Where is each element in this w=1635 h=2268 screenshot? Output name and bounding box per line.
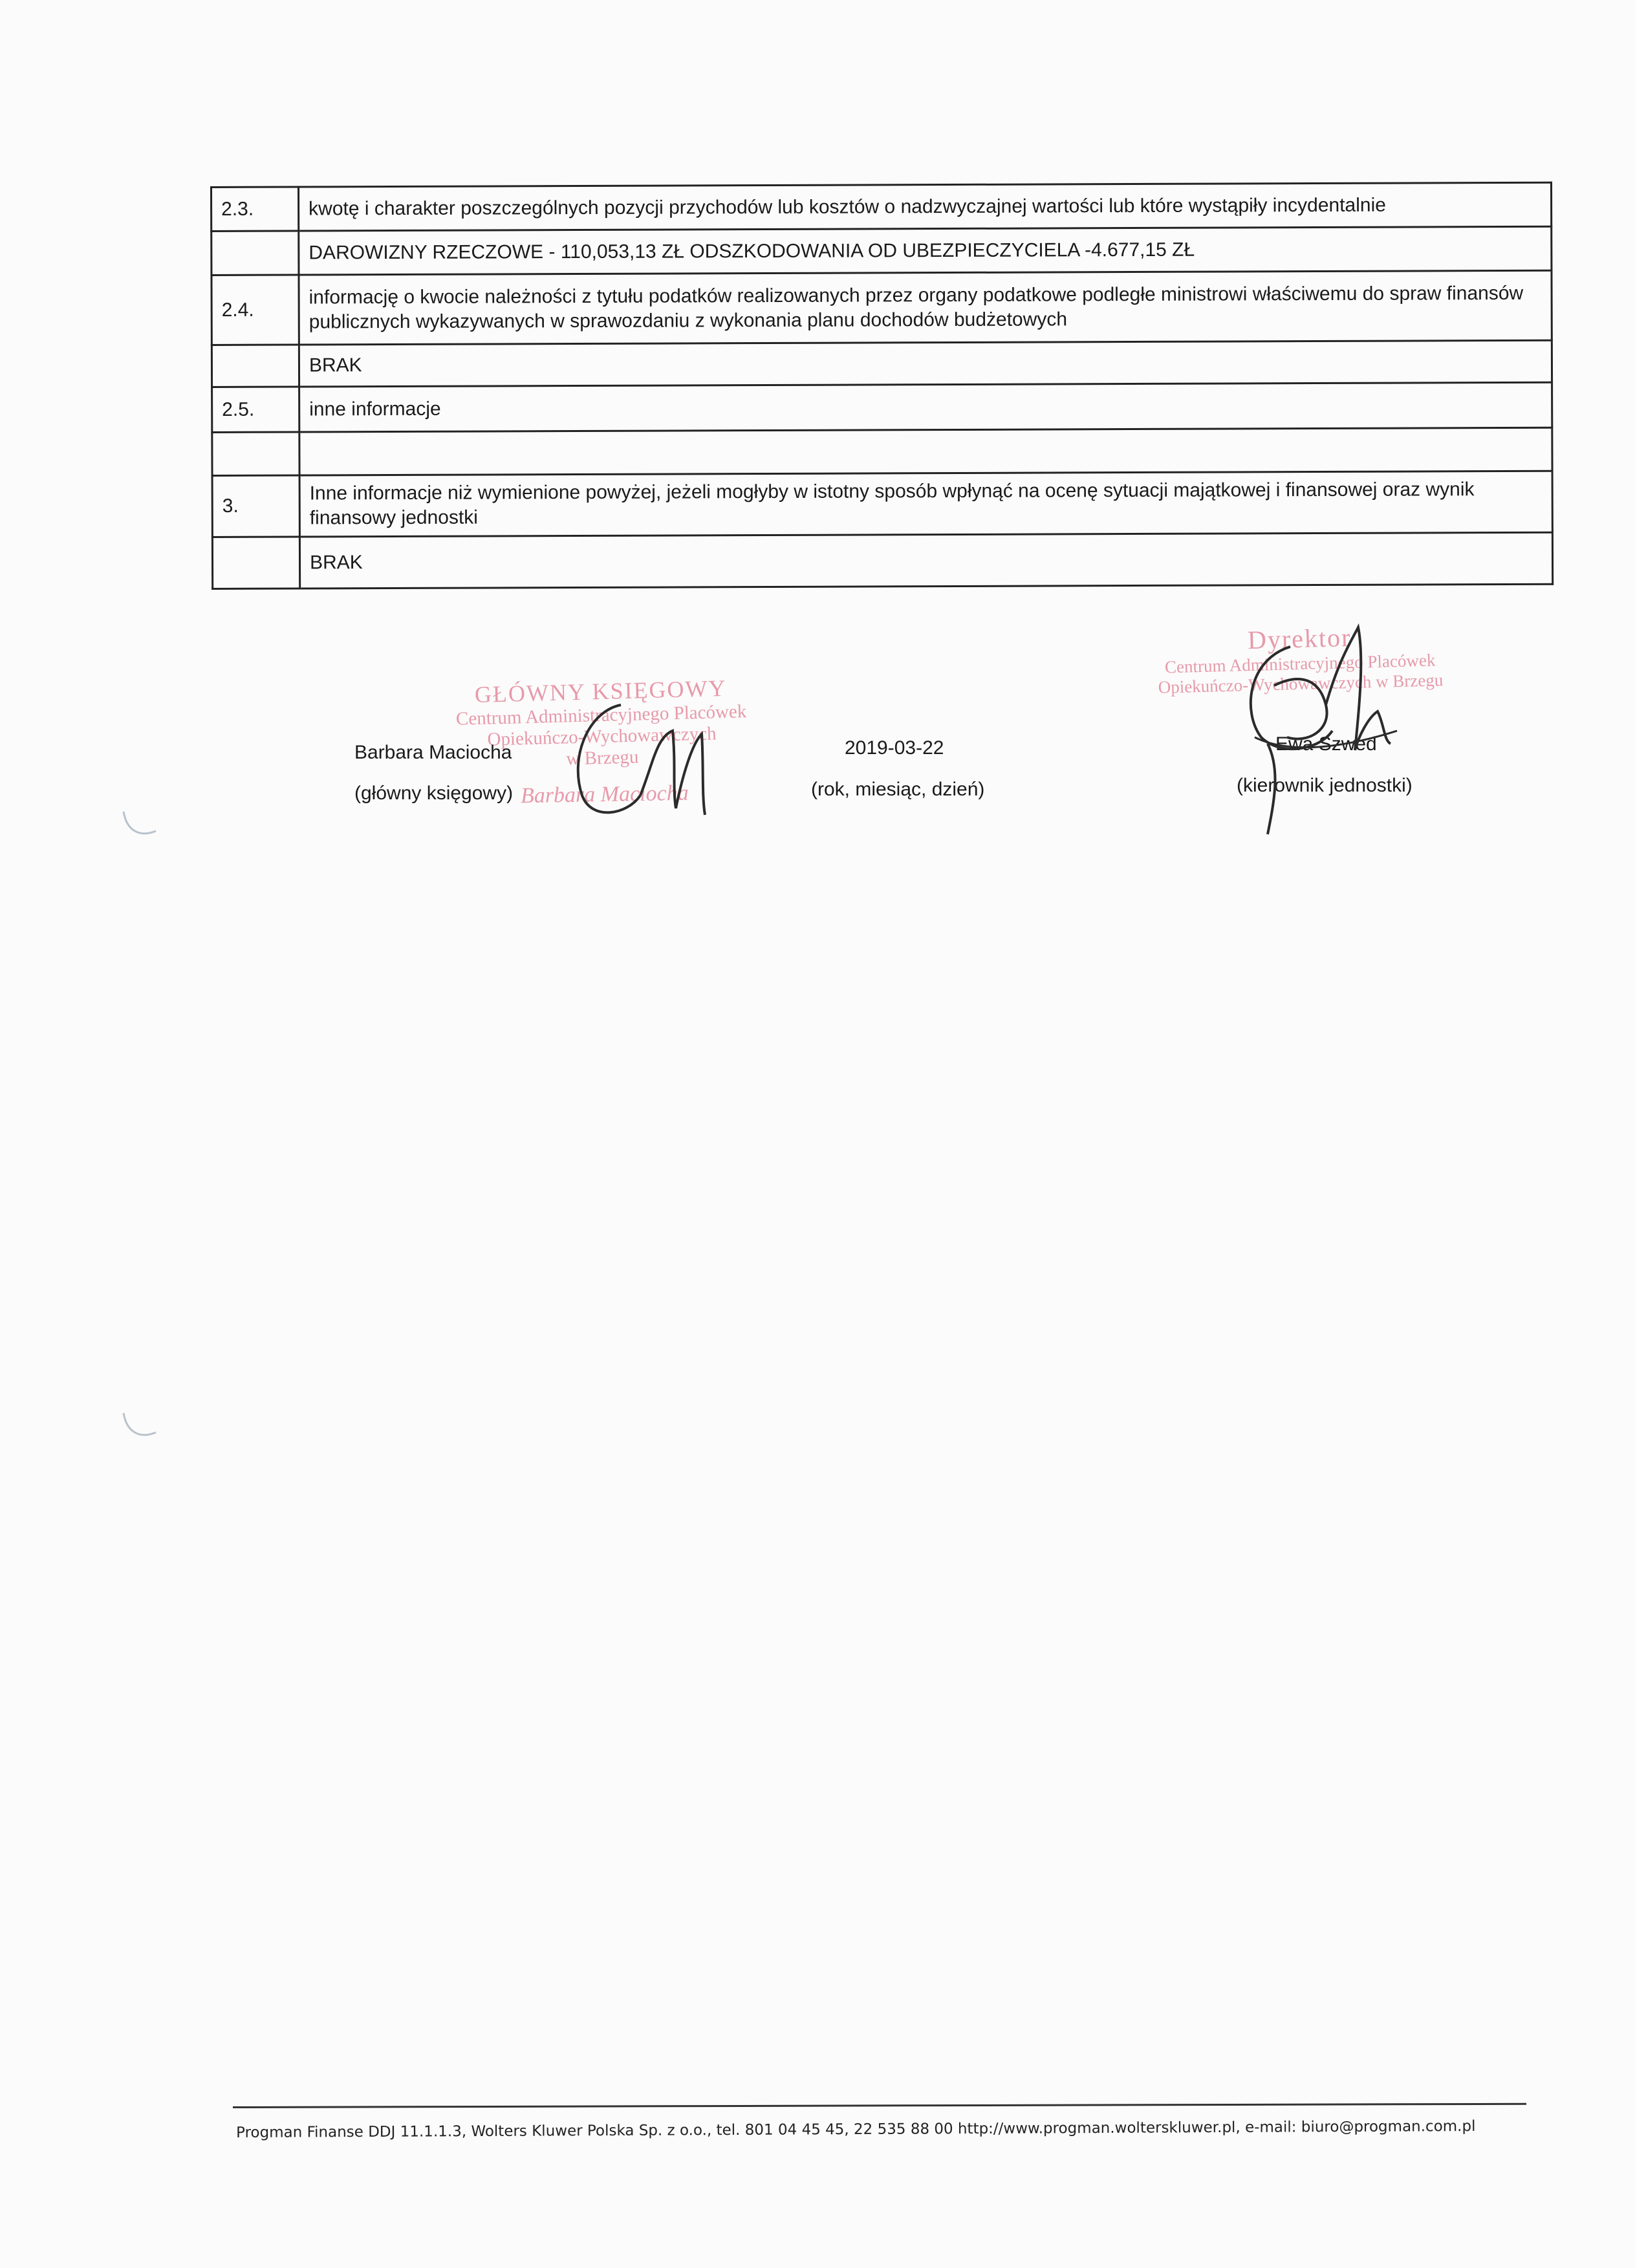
director-name: Ewa Szwed — [1275, 733, 1377, 755]
stamp-line: Opiekuńczo-Wychowawczych w Brzegu — [1158, 670, 1444, 697]
accountant-name-stamp: Barbara Maciocha — [520, 781, 689, 808]
table-row — [211, 340, 1552, 387]
director-signature — [1229, 621, 1423, 841]
row-number: 2.5. — [212, 387, 299, 432]
row-text: Inne informacje niż wymienione powyżej, jeżeli mogłyby w istotny sposób wpłynąć na ocenę sytuacji majątkowej i finansowej oraz wynik finansowy jednostki — [299, 471, 1552, 537]
stamp-line: w Brzegu — [566, 746, 639, 770]
table-row — [212, 427, 1552, 475]
notes-table — [210, 182, 1554, 590]
row-number: 2.4. — [211, 275, 299, 345]
stamp-title: Dyrektor — [1247, 622, 1352, 655]
table-row — [212, 532, 1552, 589]
table-row — [211, 226, 1552, 275]
row-value: DAROWIZNY RZECZOWE - 110,053,13 ZŁ ODSZKODOWANIA OD UBEZPIECZYCIELA -4.677,15 ZŁ — [299, 226, 1552, 275]
date-value: 2019-03-22 — [845, 737, 944, 759]
row-number — [212, 537, 299, 589]
row-number: 2.3. — [211, 187, 299, 231]
stamp-line: Opiekuńczo-Wychowawczych — [487, 723, 717, 750]
row-value — [299, 427, 1552, 475]
stamp-title: GŁÓWNY KSIĘGOWY — [474, 675, 727, 708]
table-row — [211, 182, 1552, 231]
punch-hole-mark — [120, 808, 159, 847]
director-role: (kierownik jednostki) — [1237, 775, 1413, 796]
accountant-name: Barbara Maciocha — [354, 742, 512, 763]
row-text: inne informacje — [299, 382, 1552, 432]
stamp-line: Centrum Administracyjnego Placówek — [455, 701, 747, 729]
row-number: 3. — [212, 475, 299, 537]
footer-text: Progman Finanse DDJ 11.1.1.3, Wolters Kluwer Polska Sp. z o.o., tel. 801 04 45 45, 22 535 88 00 http://www.progman.wolterskluwer.pl, e-mail: biuro@progman.com.pl — [236, 2117, 1476, 2141]
table-row — [212, 471, 1552, 537]
row-text: kwotę i charakter poszczególnych pozycji przychodów lub kosztów o nadzwyczajnej wartości lub które wystąpiły incydentalnie — [299, 182, 1552, 231]
date-label: (rok, miesiąc, dzień) — [811, 779, 985, 800]
punch-hole-mark — [120, 1410, 159, 1449]
table-row — [212, 382, 1552, 432]
row-text: informację o kwocie należności z tytułu podatków realizowanych przez organy podatkowe podległe ministrowi właściwemu do spraw finansów publicznych wykazywanych w sprawozdaniu z wykonania planu dochodów budżetowych — [299, 270, 1552, 345]
stamp-line: Centrum Administracyjnego Placówek — [1164, 650, 1436, 677]
row-value: BRAK — [299, 532, 1552, 589]
row-value: BRAK — [299, 340, 1552, 387]
row-number — [211, 231, 299, 275]
accountant-signature — [543, 666, 724, 834]
row-number — [212, 432, 299, 475]
accountant-role: (główny księgowy) — [354, 783, 514, 804]
table-row — [211, 270, 1552, 345]
footer-divider — [233, 2103, 1526, 2108]
row-number — [211, 345, 299, 387]
